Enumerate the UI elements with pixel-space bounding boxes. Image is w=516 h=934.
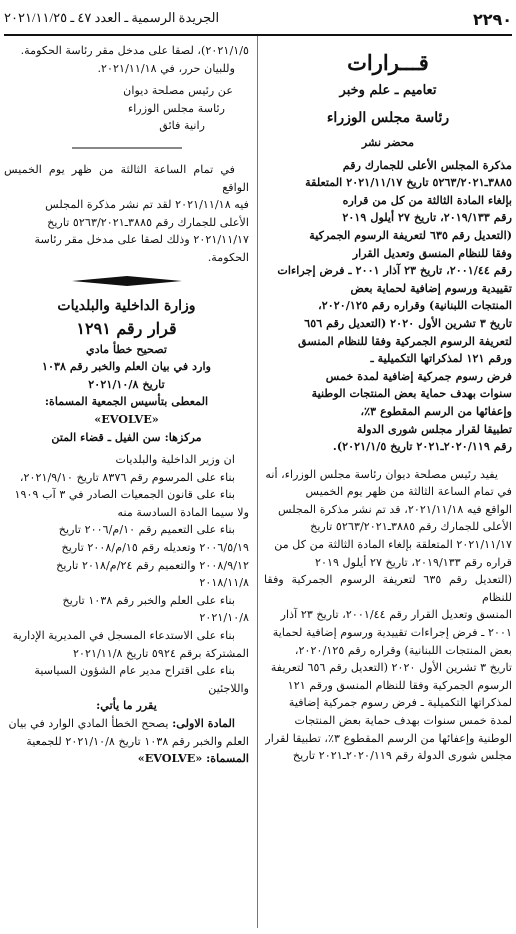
running-title: الجريدة الرسمية ـ العدد ٤٧ ـ ٢٠٢١/١١/٢٥ [4,10,220,25]
article-line: العلم والخبر رقم ١٠٣٨ تاريخ ٢٠٢١/١٠/٨ للجمعية [26,734,249,748]
association-name: «EVOLVE» [94,411,159,426]
recital-line: ٢٠٠٨/٩/١٢ والتعميم رقم ٢٤/م/٢٠١٨ تاريخ [56,558,249,572]
memo-title-line: تاريخ ٣ تشرين الأول ٢٠٢٠ (التعديل رقم ٦٥٦ [304,315,512,330]
association-location: مركزها: سن الفيل ـ قضاء المتن [51,429,202,444]
article-first-line [4,715,249,733]
body-line: لمذكراتها التكميلية ـ فرض رسوم جمركية إضافية [288,696,512,710]
note-line: الحكومة. [207,250,249,264]
recital-line: ٢٠٠٦/٥/١٩ وتعديله رقم ١٥/م/٢٠٠٨ تاريخ [61,541,249,555]
memo-body [264,466,512,765]
decision-number: قرار رقم ١٢٩١ [76,318,177,338]
body-line: قراره رقم ٢٠١٩/١٣٣، تاريخ ٢٧ أيلول ٢٠١٩ [314,555,512,569]
body-line: الوطنية وإعفائها من الرسم المقطوع ٣٪، تطبيقا لقرار [265,731,512,745]
note-line: فيه ٢٠٢١/١١/١٨ لقد تم نشر مذكرة المجلس [45,198,249,212]
decision-title-line: تاريخ ٢٠٢١/١٠/٨ [88,376,165,391]
decides-line: يقرر ما يأتي: [96,698,157,713]
ministry-heading: وزارة الداخلية والبلديات [57,297,196,314]
memo-title-line: ٣٨٨٥ـ٥٢٦٣/٢٠٢١ تاريخ ٢٠٢١/١١/١٧ المتعلقة [305,175,512,190]
memo-title [264,157,512,456]
note-line: ٢٠٢١/١١/١٧ وذلك لصقا على مدخل مقر رئاسة [34,233,249,247]
note-line: في تمام الساعة الثالثة من ظهر يوم الخميس الواقع [4,162,249,194]
body-line: الأعلى للجمارك رقم ٣٨٨٥ـ٥٢٦٣/٢٠٢١ تاريخ [310,520,512,534]
body-line: يفيد رئيس مصلحة ديوان رئاسة مجلس الوزراء، أنه [265,467,498,481]
article-line: المسماة: «EVOLVE» [137,751,249,766]
article-one [4,715,249,768]
memo-title-line: بإلغاء المادة الثالثة من كل من قراره [342,192,512,207]
memo-title-line: المنتجات اللبنانية) وقراره رقم ٢٠٢٠/١٢٥، [318,298,512,313]
signer-name: رانية فائق [159,119,205,133]
continued-line: وللبيان حرر، في ٢٠٢١/١١/١٨. [97,61,235,75]
publication-note [4,161,249,267]
doc-type-heading: محضر نشر [361,135,415,149]
signer-line: رئاسة مجلس الوزراء [127,101,225,115]
recital-line: واللاجئين [208,681,249,695]
recital-line: ولا سيما المادة السادسة منه [117,505,249,519]
body-line: الواقع فيه ٢٠٢١/١١/١٨، قد تم نشر مذكرة المجلس [277,502,512,516]
memo-title-line: فرض رسوم جمركية إضافية لمدة خمس [325,368,512,383]
header-rule [4,34,512,36]
recital-line: بناء على المرسوم رقم ٨٣٧٦ تاريخ ٢٠٢١/٩/١٠، [19,470,235,484]
signature-block [4,82,249,135]
section-title: قـــرارات [347,50,429,75]
column-divider [257,36,258,928]
article-label: المادة الاولى: [172,716,235,730]
decision-title-line: تصحيح خطأ مادي [85,341,168,356]
section-subtitle: تعاميم ـ علم وخبر [339,83,437,98]
memo-title-line: مذكرة المجلس الأعلى للجمارك رقم [342,157,512,172]
memo-title-line: ورقم ١٢١ لمذكراتها التكميلية ـ [370,351,512,366]
recital-line: بناء على العلم والخبر رقم ١٠٣٨ تاريخ [62,593,235,607]
decision-title-line: المعطى بتأسيس الجمعية المسماة: [44,394,209,409]
memo-title-line: رقم ٢٠٠١/٤٤، تاريخ ٢٣ آذار ٢٠٠١ ـ فرض إجراءات [277,263,512,278]
recital-line: ٢٠٢١/١٠/٨ [199,611,249,625]
memo-title-line: تطبيقا لقرار مجلس شورى الدولة [356,421,512,436]
memo-title-line: لتعريفة الرسوم الجمركية وفقا للنظام المنسق [298,333,512,348]
section-separator [72,143,182,153]
memo-title-line: رقم ٢٠١٩/١٣٣، تاريخ ٢٧ أيلول ٢٠١٩ [342,210,512,225]
body-line: في تمام الساعة الثالثة من ظهر يوم الخميس [305,485,512,499]
recital-line: المشتركة برقم ٥٩٢٤ تاريخ ٢٠٢١/١١/٨ [72,646,249,660]
body-line: الرسوم الجمركية وفقا للنظام المنسق ورقم ١٢١ [287,678,512,692]
memo-title-line: وفقا للنظام المنسق وتعديل القرار [352,245,512,260]
memo-title-line: رقم ٢٠٢٠/١١٩ـ٢٠٢١ تاريخ ٢٠٢١/١/٥). [332,439,512,454]
body-line: ٢٠٠١ ـ فرض إجراءات تقييدية ورسوم إضافية لحماية [272,626,512,640]
recital-line: بناء على الاستدعاء المسجل في المديرية الإدارية [12,629,235,643]
body-line: لمدة خمس سنوات بهدف حماية بعض المنتجات [294,714,512,727]
right-column [264,42,512,926]
recital-line: ٢٠١٨/١١/٨ [199,576,249,590]
memo-title-line: وإعفائها من الرسم المقطوع ٣٪، [360,403,512,418]
continued-line: ٢٠٢١/١/٥)، لصقا على مدخل مقر رئاسة الحكومة. [20,44,249,57]
recital-line: بناء على قانون الجمعيات الصادر في ٣ آب ١٩٠٩ [14,488,235,502]
signer-line: عن رئيس مصلحة ديوان [123,84,233,98]
article-text: يصحح الخطأ المادي الوارد في بيان [8,717,169,730]
memo-title-line: (التعديل رقم ٦٣٥ لتعريفة الرسوم الجمركية [309,227,512,242]
thick-separator [72,275,182,287]
memo-title-line: سنوات بهدف حماية بعض المنتجات الوطنية [311,386,512,401]
authority-heading: رئاسة مجلس الوزراء [326,110,450,126]
minister-line: ان وزير الداخلية والبلديات [115,453,235,467]
recital-line: بناء على اقتراح مدير عام الشؤون السياسية [34,664,235,678]
body-line: ٢٠٢١/١١/١٧ المتعلقة بإلغاء المادة الثالثة من كل من [274,538,512,552]
body-line: تاريخ ٣ تشرين الأول ٢٠٢٠ (التعديل رقم ٦٥٦ لتعريفة [270,661,512,675]
body-line: بعض المنتجات اللبنانية) وقراره رقم ٢٠٢٠/١٢٥، [294,643,512,657]
body-line: مجلس شورى الدولة رقم ٢٠٢٠/١١٩ـ٢٠٢١ تاريخ [292,749,512,763]
decision-title-line: وارد في بيان العلم والخبر رقم ١٠٣٨ [41,359,212,374]
page-number: ٢٢٩٠ [472,10,512,29]
body-line: المنسق وتعديل القرار رقم ٢٠٠١/٤٤، تاريخ ٢٣ آذار [280,608,512,622]
decision-title [4,341,249,447]
recital-line: بناء على التعميم رقم ١٠/م/٢٠٠٦ تاريخ [58,523,235,537]
recitals [4,469,249,698]
left-column [4,42,249,926]
body-line: (التعديل رقم ٦٣٥ لتعريفة الرسوم الجمركية وفقا للنظام [264,573,512,604]
note-line: الأعلى للجمارك رقم ٣٨٨٥ـ٥٢٦٣/٢٠٢١ تاريخ [47,215,249,229]
memo-title-line: تقييدية ورسوم إضافية لحماية بعض [350,280,512,295]
